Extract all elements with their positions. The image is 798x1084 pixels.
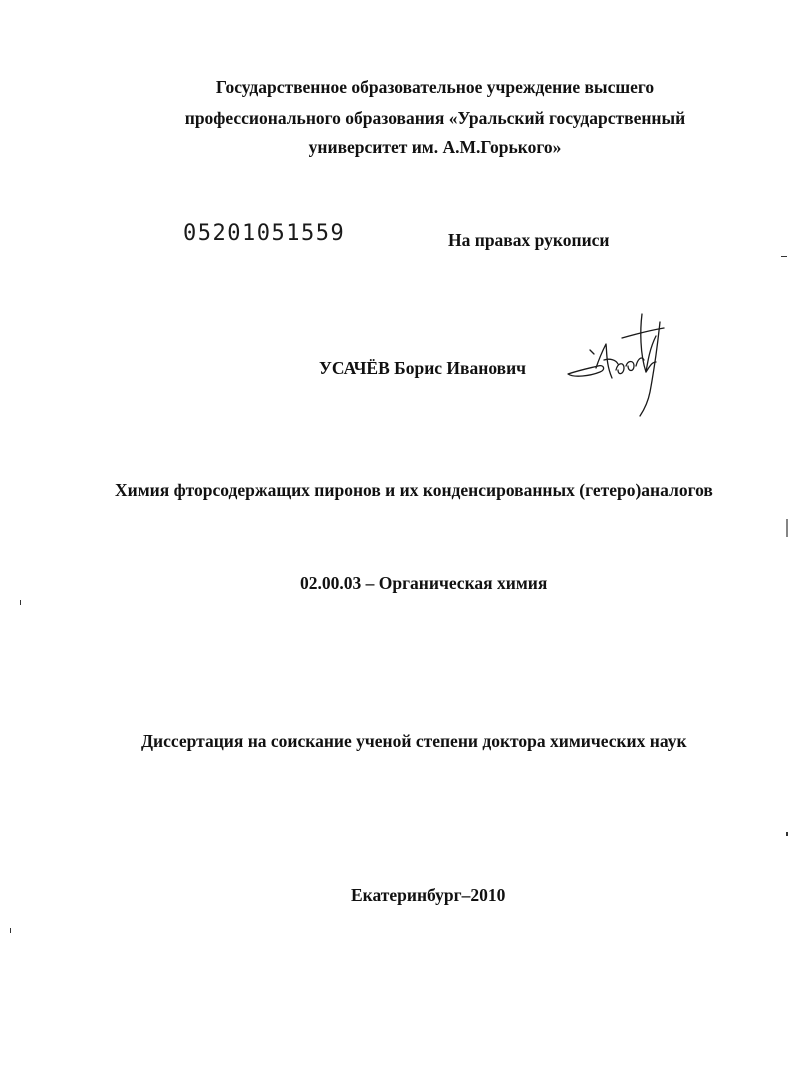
manuscript-rights-label: На правах рукописи <box>448 230 610 250</box>
catalog-number-stamp: 05201051559 <box>183 221 346 246</box>
institution-line-3: университет им. А.М.Горького» <box>308 137 562 157</box>
scan-speck <box>781 256 787 257</box>
institution-line-2: профессионального образования «Уральский государственный <box>184 108 686 128</box>
scan-speck <box>786 519 788 537</box>
dissertation-title: Химия фторсодержащих пиронов и их конденсированных (гетеро)аналогов <box>115 480 713 500</box>
scan-speck <box>786 832 788 836</box>
institution-line-1: Государственное образовательное учреждение высшего <box>215 77 655 97</box>
degree-statement: Диссертация на соискание ученой степени доктора химических наук <box>141 731 687 751</box>
specialty-code: 02.00.03 – Органическая химия <box>300 573 548 593</box>
scan-speck <box>20 600 21 605</box>
city-year: Екатеринбург–2010 <box>351 885 506 905</box>
scan-speck <box>10 928 11 933</box>
author-name: УСАЧЁВ Борис Иванович <box>319 358 527 378</box>
handwritten-signature-icon <box>560 300 680 420</box>
